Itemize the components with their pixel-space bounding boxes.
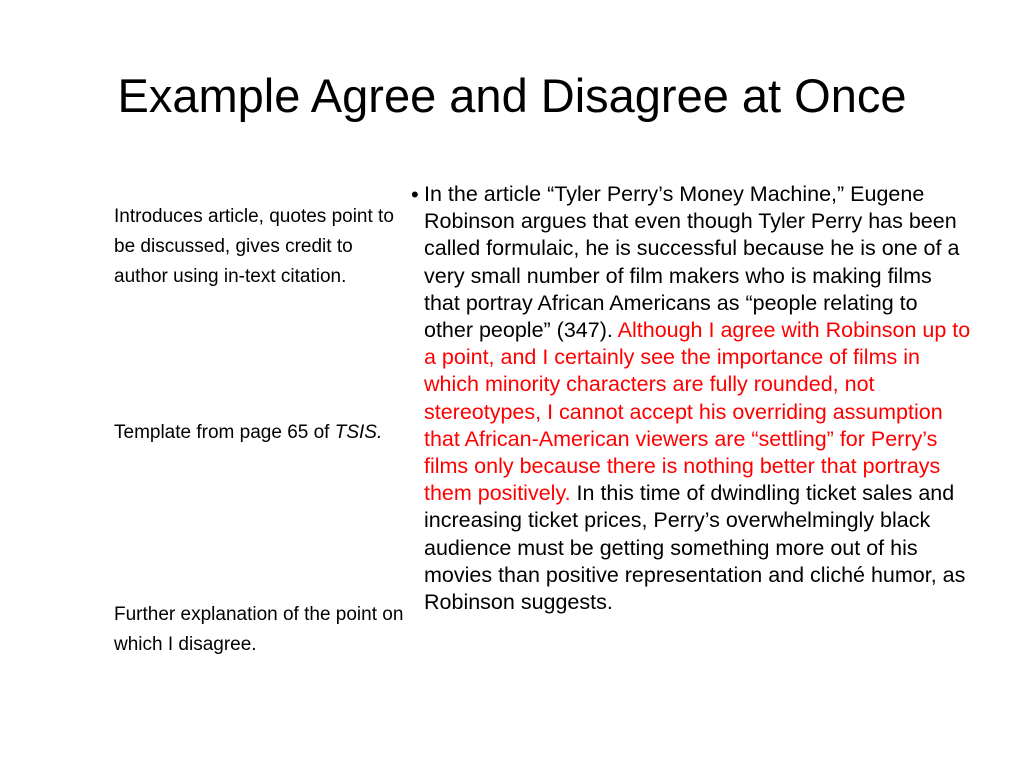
- annotation-introduction: Introduces article, quotes point to be discussed, gives credit to author using in-text citation.: [114, 206, 394, 287]
- paragraph-further-explanation: In this time of dwindling ticket sales and increasing ticket prices, Perry’s overwhelmingly black audience must be getting something more out of his movies than positive representation and cliché humor, as Robinson suggests.: [424, 481, 966, 615]
- paragraph-agree-disagree-highlight: Although I agree with Robinson up to a point, and I certainly see the importance of films in which minority characters are fully rounded, not stereotypes, I cannot accept his overriding assumption that African-American viewers are “settling” for Perry’s films only because there is nothing better that portrays them positively.: [424, 318, 971, 506]
- annotation-template-text: Template from page 65 of: [114, 422, 335, 443]
- annotation-further-explanation: Further explanation of the point on which I disagree.: [114, 604, 404, 655]
- example-paragraph: [424, 181, 972, 616]
- paragraph-summary: In the article “Tyler Perry’s Money Machine,” Eugene Robinson argues that even though Tyler Perry has been called formulaic, he is successful because he is one of a very small number of film makers who is making films that portray African Americans as “people relating to other people” (347).: [424, 182, 960, 343]
- slide-title: Example Agree and Disagree at Once: [117, 69, 907, 122]
- annotation-template-source: [114, 418, 404, 448]
- bullet-icon: •: [411, 182, 419, 207]
- annotation-template-book: TSIS.: [334, 422, 383, 443]
